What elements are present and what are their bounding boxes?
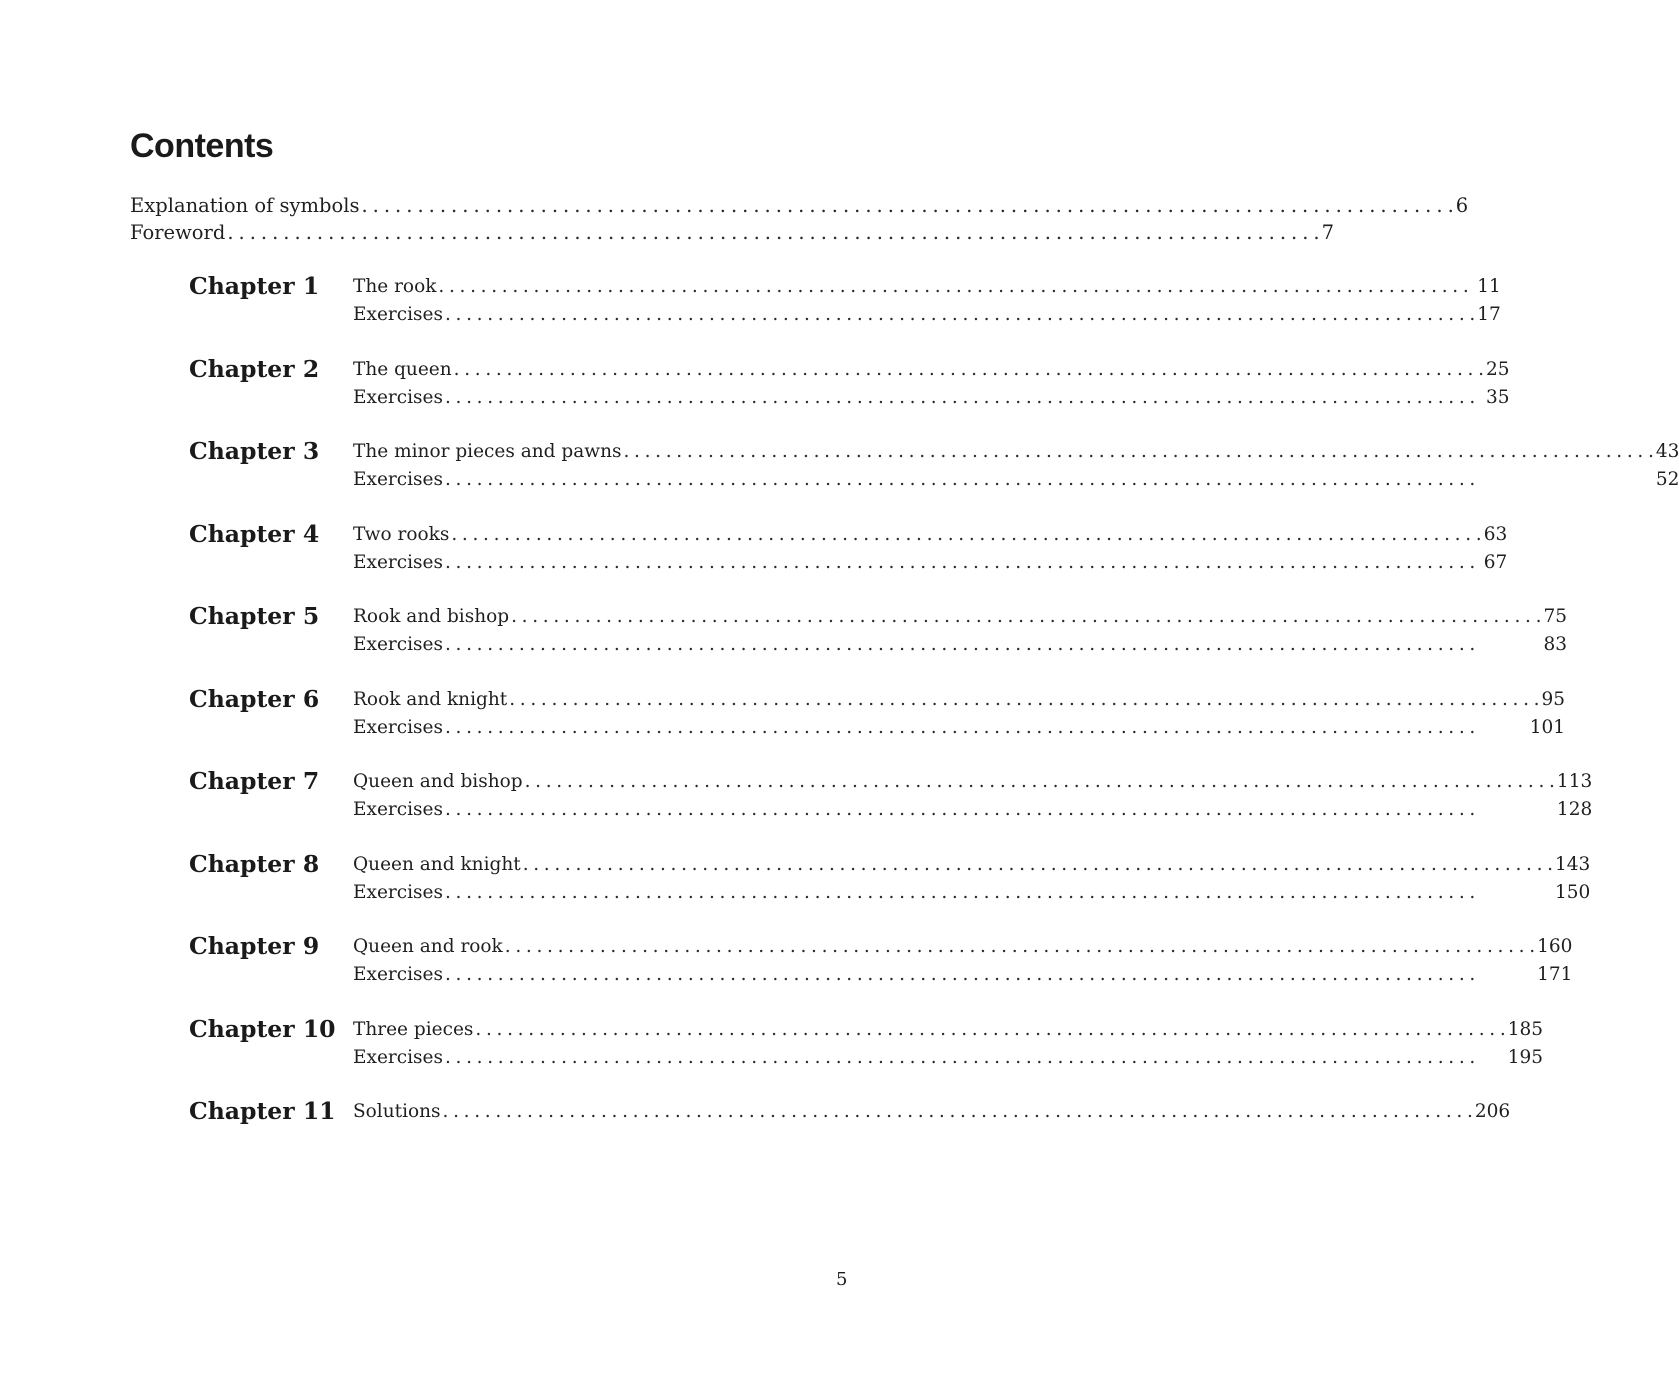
toc-entry-label: The rook: [353, 276, 437, 297]
dot-leader: [523, 768, 1557, 796]
toc-entry[interactable]: [353, 273, 1501, 301]
toc-entry-label: Queen and bishop: [353, 771, 523, 792]
chapter-label: Chapter 3: [189, 437, 320, 465]
toc-entry-page: 113: [1556, 771, 1593, 792]
toc-entry-label: Exercises: [353, 964, 443, 985]
toc-entry-label: Rook and knight: [353, 688, 508, 710]
chapter-block: [189, 600, 1567, 683]
dot-leader: [225, 219, 1321, 246]
toc-entry-label: Exercises: [353, 634, 443, 655]
toc-entry-page: 35: [1485, 386, 1510, 408]
toc-entry-label: Exercises: [353, 881, 443, 903]
toc-entry[interactable]: [353, 796, 1592, 824]
dot-leader: [507, 686, 1541, 714]
chapter-label: Chapter 4: [189, 519, 320, 548]
dot-leader: [443, 466, 1656, 494]
dot-leader: [443, 301, 1477, 329]
toc-entry-page: 101: [1529, 716, 1566, 738]
chapter-block: [189, 683, 1566, 766]
chapter-entries: [353, 353, 1510, 436]
toc-entry[interactable]: [353, 1098, 1510, 1126]
chapter-entries: [353, 1095, 1510, 1178]
chapter-label: Chapter 5: [189, 602, 320, 630]
page-number: 5: [836, 1269, 848, 1290]
dot-leader: [436, 273, 1477, 301]
toc-entry-page: 11: [1477, 276, 1501, 297]
chapter-label: Chapter 6: [189, 684, 320, 713]
toc-entry-page: 206: [1474, 1101, 1511, 1122]
dot-leader: [441, 1098, 1475, 1126]
chapter-block: [189, 1095, 1511, 1178]
toc-entry[interactable]: [353, 1044, 1543, 1072]
toc-entry-label: The minor pieces and pawns: [353, 441, 622, 462]
toc-entry-label: Exercises: [353, 716, 443, 738]
toc-entry-symbols[interactable]: [130, 192, 1469, 219]
toc-entry[interactable]: [353, 933, 1572, 961]
toc-entry-label: Exercises: [353, 469, 443, 490]
toc-entry[interactable]: [353, 521, 1507, 549]
toc-entry-foreword[interactable]: [130, 219, 1335, 246]
dot-leader: [473, 1016, 1507, 1044]
chapter-entries: [353, 518, 1507, 601]
toc-entry[interactable]: [353, 1016, 1543, 1044]
toc-entry[interactable]: [353, 714, 1565, 742]
chapter-entries: [353, 270, 1501, 353]
toc-entry-label: Exercises: [353, 386, 443, 408]
chapter-block: [189, 353, 1510, 436]
toc-entry-page: 75: [1543, 606, 1567, 627]
dot-leader: [449, 521, 1483, 549]
chapter-block: [189, 270, 1501, 353]
toc-entry-page: 17: [1477, 304, 1501, 325]
toc-entry-page: 160: [1537, 936, 1573, 957]
toc-entry-label: Explanation of symbols: [130, 194, 360, 217]
toc-entry-page: 171: [1537, 964, 1573, 985]
dot-leader: [443, 961, 1537, 989]
toc-entry-label: Queen and knight: [353, 853, 521, 875]
toc-entry-page: 143: [1555, 853, 1591, 875]
toc-entry-page: 83: [1543, 634, 1567, 655]
toc-entry-label: The queen: [353, 358, 452, 380]
toc-entry[interactable]: [353, 768, 1592, 796]
chapter-block: [189, 435, 1679, 518]
toc-entry-label: Solutions: [353, 1101, 441, 1122]
chapter-block: [189, 1013, 1544, 1096]
dot-leader: [443, 796, 1557, 824]
toc-entry-page: 185: [1507, 1018, 1544, 1040]
chapter-entries: [353, 765, 1592, 848]
chapter-block: [189, 518, 1508, 601]
toc-entry-page: 63: [1483, 523, 1508, 545]
chapter-label: Chapter 7: [189, 767, 320, 795]
dot-leader: [503, 933, 1537, 961]
toc-entry-page: 150: [1555, 881, 1591, 903]
toc-entry-label: Three pieces: [353, 1018, 474, 1040]
toc-entry[interactable]: [353, 438, 1679, 466]
toc-entry-label: Foreword: [130, 221, 226, 244]
toc-entry-label: Queen and rook: [353, 936, 503, 957]
toc-entry-page: 25: [1485, 358, 1510, 380]
toc-entry[interactable]: [353, 686, 1565, 714]
toc-entry-page: 95: [1541, 688, 1566, 710]
chapter-label: Chapter 2: [189, 354, 320, 383]
dot-leader: [443, 384, 1486, 412]
dot-leader: [452, 356, 1486, 384]
front-matter-list: [130, 192, 1469, 246]
chapter-block: [189, 765, 1593, 848]
toc-entry[interactable]: [353, 961, 1572, 989]
toc-entry-label: Rook and bishop: [353, 606, 510, 627]
toc-entry[interactable]: [353, 549, 1507, 577]
chapter-entries: [353, 600, 1567, 683]
toc-entry-label: Exercises: [353, 551, 443, 573]
dot-leader: [509, 603, 1543, 631]
chapter-block: [189, 930, 1573, 1013]
toc-entry[interactable]: [353, 851, 1590, 879]
toc-entry[interactable]: [353, 603, 1567, 631]
dot-leader: [521, 851, 1555, 879]
page-title: Contents: [130, 127, 274, 165]
chapter-label: Chapter 10: [189, 1014, 336, 1043]
chapter-label: Chapter 9: [189, 932, 320, 960]
toc-entry-page: 52: [1655, 469, 1679, 490]
toc-entry-label: Exercises: [353, 304, 443, 325]
toc-entry-label: Exercises: [353, 1046, 443, 1068]
dot-leader: [443, 714, 1530, 742]
toc-entry-page: 67: [1483, 551, 1508, 573]
chapter-entries: [353, 930, 1572, 1013]
chapter-entries: [353, 683, 1565, 766]
dot-leader: [443, 879, 1555, 907]
toc-entry-page: 7: [1321, 221, 1335, 244]
chapter-block: [189, 848, 1591, 931]
toc-entry[interactable]: [353, 631, 1567, 659]
chapter-entries: [353, 435, 1679, 518]
toc-entry[interactable]: [353, 356, 1510, 384]
toc-entry-page: 195: [1507, 1046, 1544, 1068]
toc-entry-page: 128: [1556, 799, 1593, 820]
chapter-label: Chapter 1: [189, 272, 320, 300]
toc-entry-label: Two rooks: [353, 523, 450, 545]
dot-leader: [443, 1044, 1508, 1072]
chapter-label: Chapter 8: [189, 849, 320, 878]
chapter-entries: [353, 848, 1590, 931]
toc-entry[interactable]: [353, 879, 1590, 907]
chapter-list: [189, 270, 1679, 1178]
chapter-entries: [353, 1013, 1543, 1096]
toc-entry[interactable]: [353, 301, 1501, 329]
toc-entry-page: 6: [1455, 194, 1469, 217]
toc-entry-label: Exercises: [353, 799, 443, 820]
toc-entry-page: 43: [1655, 441, 1679, 462]
dot-leader: [359, 192, 1455, 219]
toc-entry[interactable]: [353, 466, 1679, 494]
toc-entry[interactable]: [353, 384, 1510, 412]
chapter-label: Chapter 11: [189, 1097, 336, 1125]
dot-leader: [443, 549, 1484, 577]
dot-leader: [443, 631, 1544, 659]
dot-leader: [622, 438, 1656, 466]
